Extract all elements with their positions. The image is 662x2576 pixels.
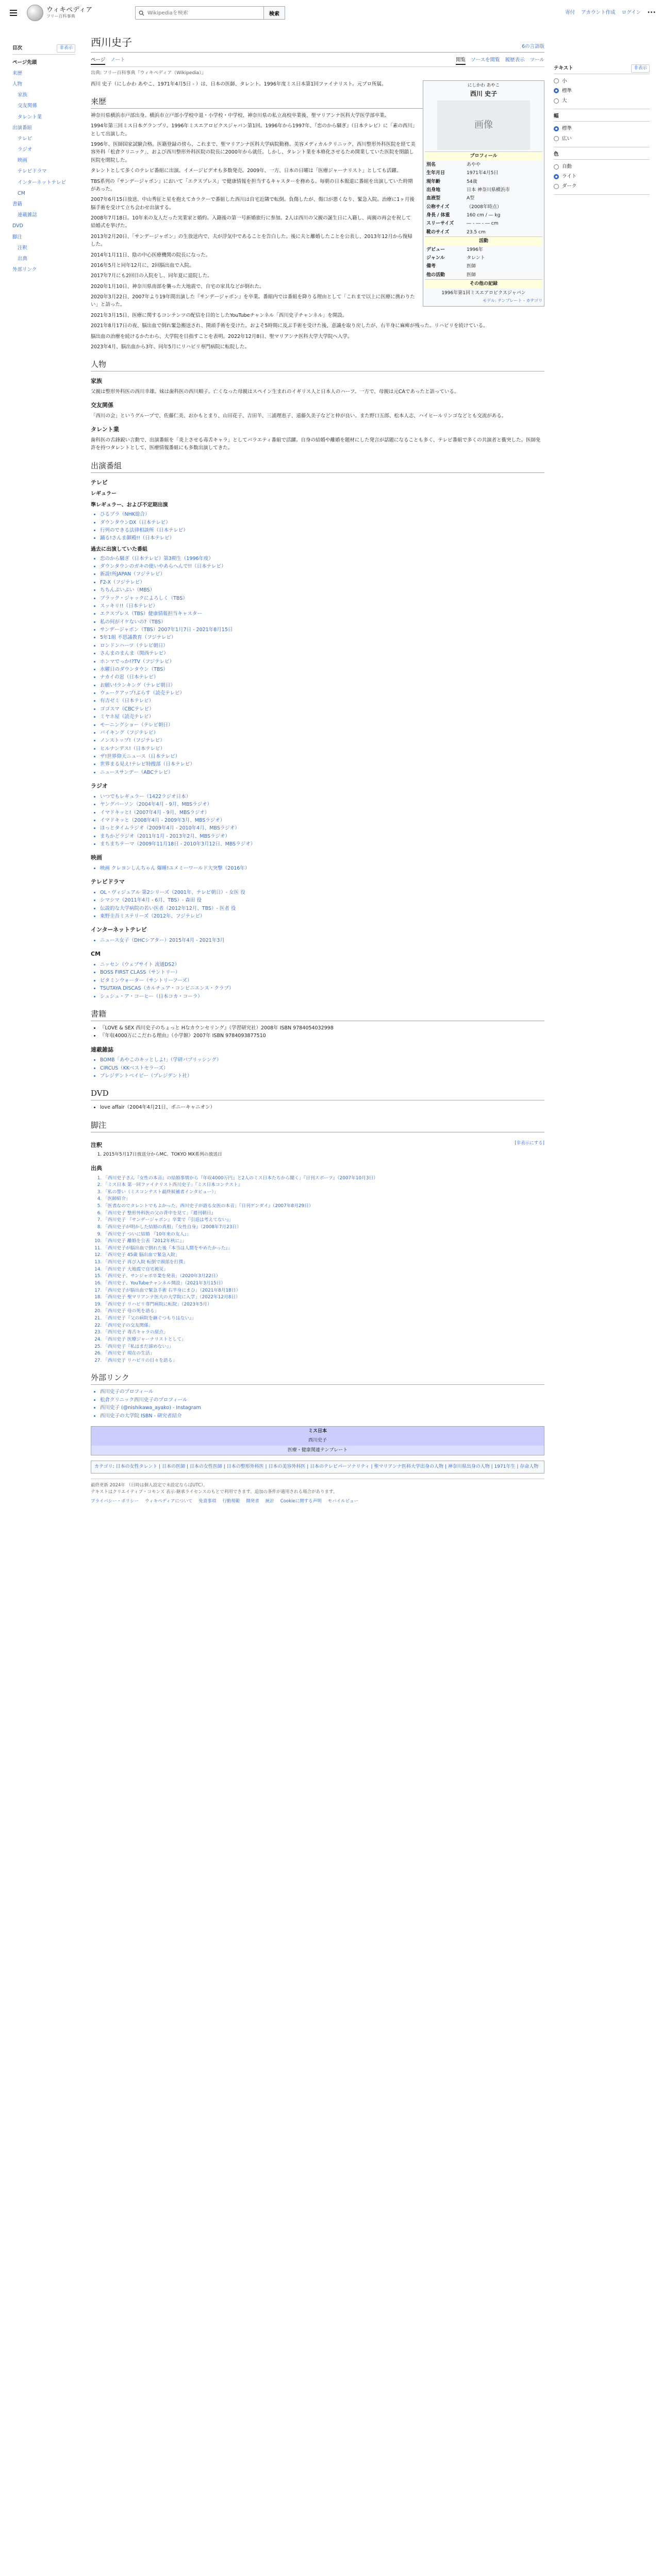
history-paragraph: 2021年8月17日の夜、脳出血で倒れ緊急搬送され、開頭手術を受けた。およそ5時間に及ぶ手術を受けた後、意識を取り戻したが、右半身に麻痺が残った。リハビリを続けている。	[91, 323, 488, 329]
show-item[interactable]: • ダウンタウンのガキの使いやあらへんで!!（日本テレビ）	[100, 563, 544, 570]
section-external-heading: 外部リンク	[91, 1371, 544, 1385]
infobox-key: 身長 / 体重	[426, 213, 450, 218]
reference-item[interactable]: 12. 「西川史子 45歳 脳出血で緊急入院」	[103, 1252, 544, 1259]
photo-placeholder-label: 画像	[474, 119, 493, 130]
current-shows-heading: 準レギュラー、および不定期出演	[91, 502, 168, 509]
option-label: ライト	[562, 174, 577, 180]
radio-icon	[554, 78, 559, 83]
books-list	[100, 1024, 544, 1040]
toc-item[interactable]: ページ先頭	[12, 59, 37, 65]
infobox-value: 医師	[467, 264, 476, 269]
show-item[interactable]: • 有吉ゼミ（日本テレビ）	[100, 697, 544, 705]
friends-heading: 交友関係	[91, 402, 113, 409]
toc-item[interactable]: 出典	[18, 256, 28, 262]
inet-item[interactable]: • ニュース女子（DHCシアター）2015年4月 - 2021年3月	[100, 937, 544, 944]
footer-link[interactable]: プライバシー・ポリシー	[91, 1498, 139, 1504]
infobox-kana: にしかわ あやこ	[467, 82, 500, 88]
text-size-small[interactable]	[554, 76, 650, 86]
show-item[interactable]: • ブラック・ジャックによろしく（TBS）	[100, 595, 544, 602]
footer-link[interactable]: 統計	[265, 1498, 274, 1504]
radio-selected-icon	[554, 88, 559, 93]
family-heading: 家族	[91, 378, 102, 385]
notes-list	[103, 1151, 544, 1159]
infobox-key: 備考	[426, 264, 436, 269]
infobox-row	[425, 161, 542, 169]
infobox-value: あやや	[467, 162, 481, 167]
article	[91, 34, 544, 1505]
infobox-key: デビュー	[426, 247, 445, 252]
from-line: 出典: フリー百科事典『ウィキペディア（Wikipedia）』	[91, 71, 206, 76]
radio-item[interactable]: • ヤングパーソン（2004年4月 - 9月、MBSラジオ）	[100, 801, 544, 808]
toc-item[interactable]: 来歴	[12, 70, 23, 76]
infobox-row	[425, 271, 542, 279]
infobox-value: A型	[467, 196, 475, 201]
drama-list	[100, 889, 544, 921]
radio-item[interactable]: • まちかどラジオ（2011年1月 - 2013年2月、MBSラジオ）	[100, 833, 544, 840]
show-item[interactable]: • サンデージャポン（TBS）2007年1月7日 - 2021年8月15日	[100, 626, 544, 634]
infobox-name: 西川 史子	[470, 90, 498, 98]
section-shows-heading: 出演番組	[91, 460, 544, 473]
infobox-value: 54歳	[467, 179, 477, 184]
infobox-row	[425, 228, 542, 236]
radio-selected-icon	[554, 174, 559, 179]
infobox-value: 医師	[467, 272, 476, 278]
show-item[interactable]: • モーニングショー（テレビ朝日）	[100, 721, 544, 729]
history-paragraph: 2020年3月22日、2007年より19年間出演した『サンデージャポン』を卒業。番組内では番組を降りる理由として「これまで以上に医療に携わりたい」と語った。	[91, 294, 415, 308]
option-label: 広い	[562, 135, 572, 142]
radio-icon	[554, 164, 559, 170]
toc-title: 目次	[12, 45, 23, 51]
footer-link[interactable]: Cookieに関する声明	[280, 1498, 322, 1504]
history-paragraph: 2007年6月15日放送、中山秀征と星を抱えてカラクーで番組した西川は自宅近隣で転倒。負傷したが、傷口が悪くなり、緊急入院。治療に1ヶ月後脳手術を受けて立ち会わせ出演する。	[91, 197, 415, 211]
radio-item[interactable]: • いつでもレギュラー（1422ラジオ日本）	[100, 793, 544, 801]
user-links	[565, 9, 656, 16]
infobox-key: 公称サイズ	[426, 204, 450, 210]
reference-item[interactable]: 16. 「西川史子、YouTubeチャンネル開設」（2021年3月15日）	[103, 1280, 544, 1287]
magazine-item[interactable]: • BOMB「あやこのキッとしよ!」（学研パブリッシング）	[100, 1056, 544, 1064]
history-paragraph: 1994年第三回ミス日本グランプリ。1996年ミスエアロビクスジャパン第1回。1996年から1997年、『恋のから騒ぎ』（日本テレビ）に「素の西川」として出演した。	[91, 123, 415, 137]
history-paragraph: 神奈川県横浜市戸部出身。横浜市立戸部小学校中退・小学校・中学校、神奈川県の私立高校卒業後、聖マリアンナ医科大学医学部卒業。	[91, 112, 390, 118]
show-item[interactable]: • ロンドンハーツ（テレビ朝日）	[100, 642, 544, 650]
infobox-other-header: その他の記録	[425, 279, 542, 288]
show-item[interactable]: • エクスプレス（TBS）健康情報担当キャスター	[100, 610, 544, 618]
radio-item[interactable]: • まちまちテーマ（2009年11月18日 - 2010年3月12日、MBSラジオ）	[100, 840, 544, 848]
show-item[interactable]: • 5年1組 不思議教育（フジテレビ）	[100, 634, 544, 641]
show-item[interactable]: • ノンストップ!（フジテレビ）	[100, 737, 544, 744]
option-label: ダーク	[562, 183, 577, 190]
show-item[interactable]: • ナカイの窓（日本テレビ）	[100, 673, 544, 681]
logo-tagline: フリー百科事典	[46, 13, 75, 19]
reference-item[interactable]: 10. 「西川史子 離婚を公表『2012年秋に』」	[103, 1238, 544, 1245]
past-shows-list	[100, 555, 544, 777]
toc-hide-button[interactable]: 非表示	[57, 44, 75, 53]
radio-item[interactable]: • ほっとタイムラジオ（2009年4月 - 2010年4月、MBSラジオ）	[100, 824, 544, 832]
create-account-link[interactable]: アカウント作成	[581, 10, 616, 16]
external-link[interactable]: • 西川史子 (@nishikawa_ayako) - Instagram	[100, 1404, 544, 1412]
radio-icon	[554, 136, 559, 141]
infobox-key: 他の活動	[426, 272, 445, 278]
infobox-key: ジャンル	[426, 256, 445, 261]
history-paragraph: 脳出血の治療を続けるかたわら、大学院を目指すことを表明。2022年12月8日、聖マリアンナ医科大学大学院へ入学。	[91, 333, 353, 340]
reference-item[interactable]: 14. 「西川史子 大地震で自宅被災」	[103, 1266, 544, 1274]
show-item[interactable]: • ウェークアップ!ぷらす（読売テレビ）	[100, 689, 544, 697]
show-item[interactable]: • ヒルナンデス!（日本テレビ）	[100, 745, 544, 753]
section-books-heading: 書籍	[91, 1008, 544, 1021]
radio-heading: ラジオ	[91, 783, 108, 790]
book-item[interactable]: • 『年収4000万にこだわる理由』（小学館）2007年 ISBN 9784093877510	[100, 1032, 544, 1040]
reference-item[interactable]: 21. 「西川史子『父の病院を継ぐつもりはない』」	[103, 1315, 544, 1323]
wikipedia-globe-icon	[27, 5, 43, 21]
tab-tools[interactable]: ツール	[529, 57, 544, 63]
toc-item[interactable]: 注釈	[18, 245, 28, 251]
history-paragraph: 2013年2月20日、「サンデージャポン」の生放送内で、夫が浮気中であることを告白した。後に夫と離婚したことを公表し、2013年12月から復帰した。	[91, 233, 412, 248]
show-item[interactable]: • 新説!所JAPAN（フジテレビ）	[100, 570, 544, 578]
tab-read[interactable]: 閲覧	[456, 56, 466, 65]
reference-item[interactable]: 26. 「西川史子 現在の生活」	[103, 1350, 544, 1358]
search-input[interactable]	[147, 10, 260, 16]
login-link[interactable]: ログイン	[621, 10, 641, 16]
footer	[91, 1479, 544, 1505]
infobox-profile-header: プロフィール	[425, 151, 542, 160]
footer-link[interactable]: 行動規範	[222, 1498, 240, 1504]
reference-item[interactable]: 11. 「西川史子が脳出血で倒れた後『本当は人間をやめたかった』」	[103, 1245, 544, 1252]
show-item[interactable]: • お願い!ランキング（テレビ朝日）	[100, 682, 544, 689]
navbox-sub[interactable]: 医療・健康関連テンプレート	[91, 1446, 544, 1455]
dvd-list	[100, 1104, 544, 1111]
show-item[interactable]: • ホンマでっか!?TV（フジテレビ）	[100, 658, 544, 666]
cm-item[interactable]: • ピタミンウォーター（サントリーフーズ）	[100, 977, 544, 985]
infobox-row	[425, 219, 542, 228]
show-item[interactable]: • ひるブラ（NHK総合）	[100, 511, 544, 518]
text-size-title: テキスト	[554, 65, 573, 71]
history-paragraph: TBS系列の『サンデージャポン』において「エクスプレス」で健康情報を担当するキャスターを務める。毎朝の日本報道に番組を出演していた時期があった。	[91, 178, 413, 192]
reference-item[interactable]: 6. 「西川史子 整形外科医の父の背中を見て」『週刊朝日』	[103, 1210, 544, 1217]
footer-link[interactable]: モバイルビュー	[327, 1498, 359, 1504]
infobox-value: 日本 神奈川県横浜市	[467, 187, 510, 193]
reference-item[interactable]: 7. 「西川史子 『サンデージャポン』卒業で『引退は考えてない』」	[103, 1217, 544, 1224]
infobox-key: 血液型	[426, 196, 441, 201]
infobox-row	[425, 211, 542, 219]
reference-item[interactable]: 18. 「西川史子 聖マリアンナ医大の大学院に入学」（2022年12月8日）	[103, 1294, 544, 1301]
tab-page[interactable]: ページ	[91, 56, 105, 65]
infobox-row	[425, 254, 542, 262]
history-paragraph: タレントとして多くのテレビ番組に出演。イメージビデオも多数発売。2009年、一方、日本の日曜は「医療ジャーナリスト」としても活躍。	[91, 168, 402, 174]
option-label: 小	[562, 78, 567, 84]
external-link[interactable]: • 西川史子の大学院 ISBN - 研究者紹介	[100, 1412, 544, 1420]
toc-item[interactable]: CM	[18, 190, 25, 196]
history-paragraph: 2008年7月18日。10年来の友人だった実業家と婚約。入籍後の第一号新婚旅行に参加。2人は西川の父親の誕生日に入籍し、両親の再会を祝して結婚式を挙げた。	[91, 215, 411, 229]
toc-item[interactable]: ラジオ	[18, 147, 32, 153]
infobox-value: 160 cm / ― kg	[467, 213, 501, 218]
search-box	[135, 6, 264, 20]
toc-sidebar	[12, 44, 75, 275]
radio-list	[100, 793, 544, 849]
cm-item[interactable]: • BOSS FIRST CLASS（サントリー）	[100, 969, 544, 976]
history-paragraph: 1996年、医師国家試験合格。医籍登録の傍ら、これまで、聖マリアンナ医科大学病院勤務。美容メディカルクリニック、西川整形外科医院を経て美容外科「松倉クリニック」、および西川整形外科医院の院長に2000年から就任。しかし、タレント業を本格化させるため開業していた医院を閉鎖し医院を閉院した。	[91, 142, 416, 163]
infobox-key: 別名	[426, 162, 436, 167]
regular-heading: レギュラー	[91, 491, 117, 497]
footer-link[interactable]: ウィキペディアについて	[145, 1498, 193, 1504]
infobox-key: 出身地	[426, 187, 441, 193]
talent-text: 歯科医の舌鋒鋭い言動で、出演番組を「炎上させる毒舌キャラ」としてバラエティ番組で活躍。自身の結婚や離婚を題材にした発言が話題になることも多く、テレビ番組で多くの共演者と衝突した。医師免許を持つタレントとして、医療情報番組にも多数出演してきた。	[91, 437, 541, 451]
infobox-value: 1996年	[467, 247, 483, 252]
reference-item[interactable]: 13. 「西川史子 再び入院 転倒で頭部を打撲」	[103, 1259, 544, 1266]
reference-item[interactable]: 4. 「医師紹介」	[103, 1196, 544, 1203]
reference-item[interactable]: 1. 「西川史子さん『女性の本音』の結婚事情から『年収4000万円』と2人のミス日本たちから聞く」『日刊スポーツ』（2007年10月3日）	[103, 1175, 544, 1182]
movie-item[interactable]: • 映画 クレヨンしんちゃん 爆睡!ユメミーワールド大突撃（2016年）	[100, 865, 544, 872]
radio-icon	[554, 184, 559, 189]
navbox-title[interactable]: ミス日本	[91, 1427, 544, 1436]
color-light[interactable]	[554, 172, 650, 181]
reference-item[interactable]: 9. 「西川史子 ついに結婚 『10年来の友人』」	[103, 1231, 544, 1239]
show-item[interactable]: • ニュースサンデー（ABCテレビ）	[100, 769, 544, 776]
inet-list	[100, 937, 544, 944]
drama-heading: テレビドラマ	[91, 878, 125, 886]
infobox	[423, 80, 544, 307]
tab-view-source[interactable]: ソースを閲覧	[471, 57, 500, 63]
history-paragraph: 2021年3月15日、医療に関するコンテンツの配信を目的としたYouTubeチャンネル「西川史子チャンネル」を開設。	[91, 312, 347, 318]
infobox-row	[425, 262, 542, 270]
infobox-key: スリーサイズ	[426, 221, 454, 227]
note-item[interactable]: 1. 2015年5月17日放送分からMC。TOKYO MX系列の放送日	[103, 1151, 544, 1159]
magazine-list	[100, 1056, 544, 1080]
tv-heading: テレビ	[91, 479, 108, 486]
infobox-other-record: 1996年第1回ミスエアロビクスジャパン	[441, 290, 526, 296]
color-title: 色	[554, 151, 559, 157]
reference-item[interactable]: 5. 「医者なのでタレントでもよかった。西川史子が語る女医の本音」『日刊ゲンダイ』（2007年8月29日）	[103, 1203, 544, 1210]
show-item[interactable]: • ザ!世界仰天ニュース（日本テレビ）	[100, 753, 544, 760]
color-auto[interactable]	[554, 162, 650, 172]
book-item[interactable]: • 『LOVE & SEX 西川史子のちょっと Hなカウンセリング』（学習研究社）2008年 ISBN 9784054032998	[100, 1024, 544, 1032]
show-item[interactable]: • F2-X（フジテレビ）	[100, 579, 544, 586]
section-history-heading: 来歴	[91, 95, 544, 109]
magazine-item[interactable]: • CIRCUS（KKベストセラーズ）	[100, 1064, 544, 1072]
past-shows-heading: 過去に出演していた番組	[91, 546, 147, 552]
toc-item[interactable]: 外部リンク	[12, 267, 37, 273]
infobox-row	[425, 194, 542, 202]
reference-item[interactable]: 17. 「西川史子が脳出血で緊急手術 右半身にまひ」（2021年8月18日）	[103, 1287, 544, 1295]
infobox-key: 靴のサイズ	[426, 229, 450, 235]
infobox-row	[425, 203, 542, 211]
reference-item[interactable]: 27. 「西川史子 リハビリの日々を語る」	[103, 1358, 544, 1365]
show-item[interactable]: • ダウンタウンDX（日本テレビ）	[100, 519, 544, 527]
history-paragraph: 2017年7月にも2回目の入院をし、同年夏に退院した。	[91, 273, 212, 279]
infobox-activity-header: 活動	[425, 236, 542, 245]
site-logo[interactable]	[27, 5, 120, 21]
show-item[interactable]: • さんまのまんま（関西テレビ）	[100, 650, 544, 657]
infobox-profile-table	[425, 161, 542, 237]
movie-heading: 映画	[91, 854, 102, 861]
logo-title: ウィキペディア	[46, 6, 93, 14]
width-title: 幅	[554, 113, 559, 120]
toc-item[interactable]: 連載雑誌	[18, 212, 38, 218]
show-item[interactable]: • ミヤネ屋（読売テレビ）	[100, 713, 544, 721]
text-size-large[interactable]	[554, 96, 650, 106]
toc-item[interactable]: 家族	[18, 92, 28, 98]
toc-item[interactable]: 交友関係	[18, 103, 38, 109]
color-dark[interactable]	[554, 181, 650, 191]
drama-item[interactable]: • 伝説的な大学病院の若い医者（2012年12月、TBS）- 医者 役	[100, 905, 544, 912]
option-label: 大	[562, 97, 567, 104]
reference-item[interactable]: 19. 「西川史子 リハビリ専門病院に転院」（2023年5月）	[103, 1301, 544, 1309]
infobox-key: 生年月日	[426, 171, 445, 176]
notes-heading: 注釈	[91, 1141, 102, 1148]
toc-item[interactable]: 出演番組	[12, 125, 32, 131]
radio-selected-icon	[554, 126, 559, 131]
toc-item[interactable]: 映画	[18, 158, 28, 164]
external-link[interactable]: • 松倉クリニック西川史子のプロフィール	[100, 1396, 544, 1404]
infobox-template-link[interactable]: モデル: テンプレート - カテゴリ	[483, 298, 542, 303]
infobox-row	[425, 186, 542, 194]
toc-item[interactable]: DVD	[12, 223, 23, 229]
lead-paragraph: 西川 史子（にしかわ あやこ、1971年4月5日 - ）は、日本の医師、タレント。1996年度ミス日本第1回ファイナリスト。元プロ所属。	[91, 81, 387, 87]
show-item[interactable]: • 世界まる見え!テレビ特捜部（日本テレビ）	[100, 760, 544, 768]
current-shows-list	[100, 511, 544, 543]
external-links-list	[100, 1388, 544, 1420]
talent-heading: タレント業	[91, 426, 119, 433]
drama-item[interactable]: • シマシマ（2011年4月 - 6月、TBS）- 森田 役	[100, 896, 544, 904]
cm-item[interactable]: • シュシュ・ア・コーヒー（日本コカ・コーラ）	[100, 993, 544, 1001]
references-list	[103, 1175, 544, 1365]
footer-link[interactable]: 免責事項	[198, 1498, 217, 1504]
tab-talk[interactable]: ノート	[110, 57, 125, 63]
radio-icon	[554, 98, 559, 104]
cm-item[interactable]: • TSUTAYA DISCAS（カルチュア・コンビニエンス・クラブ）	[100, 985, 544, 992]
category-links: カテゴリ: 日本の女性タレント | 日本の医師 | 日本の女性医師 | 日本の整形外科医 | 日本の美容外科医 | 日本のテレビパーソナリティ | 聖マリアンナ医科大学出身の人物 | 神奈川県出身の人物 | 1971年生 | 存命人物	[91, 1461, 544, 1473]
appearance-panel	[554, 64, 650, 198]
infobox-key: 現年齢	[426, 179, 441, 184]
reference-item[interactable]: 25. 「西川史子『私はまだ諦めない』」	[103, 1344, 544, 1351]
category-list[interactable]: 日本の女性タレント | 日本の医師 | 日本の女性医師 | 日本の整形外科医 | 日本の美容外科医 | 日本のテレビパーソナリティ | 聖マリアンナ医科大学出身の人物 | 神奈川県出身の人物 | 1971年生 | 存命人物	[115, 1464, 539, 1470]
reference-item[interactable]: 20. 「西川史子 母の死を語る」	[103, 1308, 544, 1315]
navbox	[91, 1426, 544, 1455]
reference-item[interactable]: 23. 「西川史子 毒舌キャラの原点」	[103, 1329, 544, 1336]
drama-item[interactable]: • 東野圭吾ミステリーズ（2012年、フジテレビ）	[100, 912, 544, 920]
magazine-heading: 連載雑誌	[91, 1046, 113, 1053]
main-menu-button[interactable]	[6, 6, 21, 20]
reference-item[interactable]: 2. 「ミス日本 第一回ファイナリスト西川史子」『ミス日本コンテスト』	[103, 1182, 544, 1189]
history-paragraph: 2016年5月と同年12月に、2回脳出血で入院。	[91, 262, 194, 268]
search-icon	[139, 10, 144, 16]
portrait-photo[interactable]	[437, 100, 530, 150]
section-notes-heading: 脚注	[91, 1119, 544, 1132]
history-paragraph: 2014年1月11日、陰の中心医療機関の院長になった。	[91, 252, 211, 258]
toc-item[interactable]: 人物	[12, 81, 23, 87]
reference-item[interactable]: 15. 「西川史子、サンジャポ卒業を発表」（2020年3月22日）	[103, 1273, 544, 1280]
toc-list	[12, 57, 75, 276]
infobox-row	[425, 169, 542, 177]
cm-list	[100, 961, 544, 1001]
infobox-value: 23.5 cm	[467, 229, 486, 235]
show-item[interactable]: • 私の何がイケないの?（TBS）	[100, 618, 544, 626]
search-form	[135, 6, 285, 20]
text-size-standard[interactable]	[554, 86, 650, 96]
language-button[interactable]: 6の言語版	[521, 43, 544, 49]
infobox-row	[425, 246, 542, 254]
reference-item[interactable]: 22. 「西川史子の交友関係」	[103, 1323, 544, 1330]
toc-item[interactable]: テレビドラマ	[18, 168, 47, 175]
toc-item[interactable]: テレビ	[18, 135, 32, 142]
infobox-value: タレント	[467, 256, 485, 261]
last-modified: 最終更新 2024年 （日時は個人設定で未設定ならばUTC）。	[91, 1482, 208, 1488]
appearance-hide-button[interactable]: 非表示	[631, 64, 650, 73]
infobox-value: （2008年時点）	[467, 204, 502, 210]
width-wide[interactable]	[554, 134, 650, 144]
search-button[interactable]: 検索	[264, 6, 285, 20]
toc-item[interactable]: 脚注	[12, 234, 23, 240]
radio-item[interactable]: • イマドキッと!（2007年4月 - 9月、MBSラジオ）	[100, 809, 544, 817]
donate-link[interactable]: 寄付	[565, 10, 575, 16]
show-item[interactable]: • ちちんぷいぷい（MBS）	[100, 586, 544, 594]
show-item[interactable]: • バイキング（フジテレビ）	[100, 729, 544, 737]
notes-toggle[interactable]: [非表示にする]	[515, 1140, 544, 1146]
history-paragraph: 2023年4月、脳出血から3年、同年5月にリハビリ専門病院に転院した。	[91, 344, 250, 350]
cm-heading: CM	[91, 951, 101, 958]
show-item[interactable]: • ゴゴスマ（CBCテレビ）	[100, 705, 544, 713]
width-standard[interactable]	[554, 124, 650, 133]
inet-heading: インターネットテレビ	[91, 926, 147, 934]
reference-item[interactable]: 3. 「私の誓い（ミスコンテスト最終候補者インタビュー）」	[103, 1189, 544, 1196]
dvd-item[interactable]: • love affair（2004年4月21日、ポニーキャニオン）	[100, 1104, 544, 1111]
external-link[interactable]: • 西川史子のプロフィール	[100, 1388, 544, 1396]
history-paragraph: 2020年1月10日、神奈川県南部を襲った大地震で、自宅の家具などが倒れた。	[91, 283, 264, 290]
infobox-value: 1971年4月5日	[467, 171, 499, 176]
infobox-activity-table	[425, 246, 542, 280]
more-options-icon[interactable]: •••	[647, 10, 656, 16]
toc-item[interactable]: インターネットテレビ	[18, 179, 66, 185]
option-label: 標準	[562, 88, 572, 94]
friends-text: 「西川の会」というグループで、佐藤仁美、おかもとまり、山田花子、吉田羊、三浦理恵子、遠藤久美子などと仲が良い。また野口五郎、松本人志、ハイヒールリンゴなどとも交流がある。	[91, 413, 507, 419]
reference-item[interactable]: 8. 「西川史子が明かした結婚の真相」『女性自身』（2008年7月23日）	[103, 1224, 544, 1231]
show-item[interactable]: • スッキリ!!（日本テレビ）	[100, 602, 544, 610]
cm-item[interactable]: • ニッセン（ウェブサイト 流通DS2）	[100, 961, 544, 969]
infobox-row	[425, 178, 542, 186]
toc-item[interactable]: タレント業	[18, 114, 42, 120]
magazine-item[interactable]: • プレジデントベイビー（プレジデント社）	[100, 1072, 544, 1080]
footer-link[interactable]: 開発者	[246, 1498, 259, 1504]
section-person-heading: 人物	[91, 358, 544, 371]
option-label: 標準	[562, 126, 572, 132]
category-label[interactable]: カテゴリ	[94, 1464, 113, 1470]
radio-item[interactable]: • イマドキッと（2008年4月 - 2009年3月、MBSラジオ）	[100, 817, 544, 824]
show-item[interactable]: • 行列のできる法律相談所（日本テレビ）	[100, 527, 544, 534]
drama-item[interactable]: • OL・ヴィジュアル 第2シリーズ（2001年、テレビ朝日）- 女医 役	[100, 889, 544, 896]
page-title: 西川史子	[91, 36, 132, 48]
section-dvd-heading: DVD	[91, 1087, 544, 1100]
tab-history[interactable]: 履歴表示	[505, 57, 525, 63]
footer-links	[91, 1498, 544, 1505]
reference-item[interactable]: 24. 「西川史子 医療ジャーナリストとして」	[103, 1336, 544, 1344]
show-item[interactable]: • 恋のから騒ぎ（日本テレビ）第3期生（1996年度）	[100, 555, 544, 563]
option-label: 自動	[562, 163, 572, 170]
show-item[interactable]: • 踊る!さんま御殿!!（日本テレビ）	[100, 534, 544, 542]
family-text: 父親は整形外科医の西川幸雄。妹は歯科医の西川順子。亡くなった母親はスペイン生まれのイギリス人と日本人のハーフ。一方で、母親は元CAであったと語っている。	[91, 388, 459, 395]
license-text: テキストはクリエイティブ・コモンズ 表示-継承ライセンスのもとで利用できます。追加の条件が適用される場合があります。	[91, 1489, 338, 1495]
show-item[interactable]: • 水曜日のダウンタウン（TBS）	[100, 666, 544, 673]
sources-heading: 出典	[91, 1164, 102, 1172]
infobox-value: ― - ― - ― cm	[467, 221, 499, 227]
site-header	[0, 0, 662, 26]
movie-list	[100, 865, 544, 872]
toc-item[interactable]: 書籍	[12, 201, 23, 208]
navbox-head: 西川史子	[91, 1436, 544, 1445]
